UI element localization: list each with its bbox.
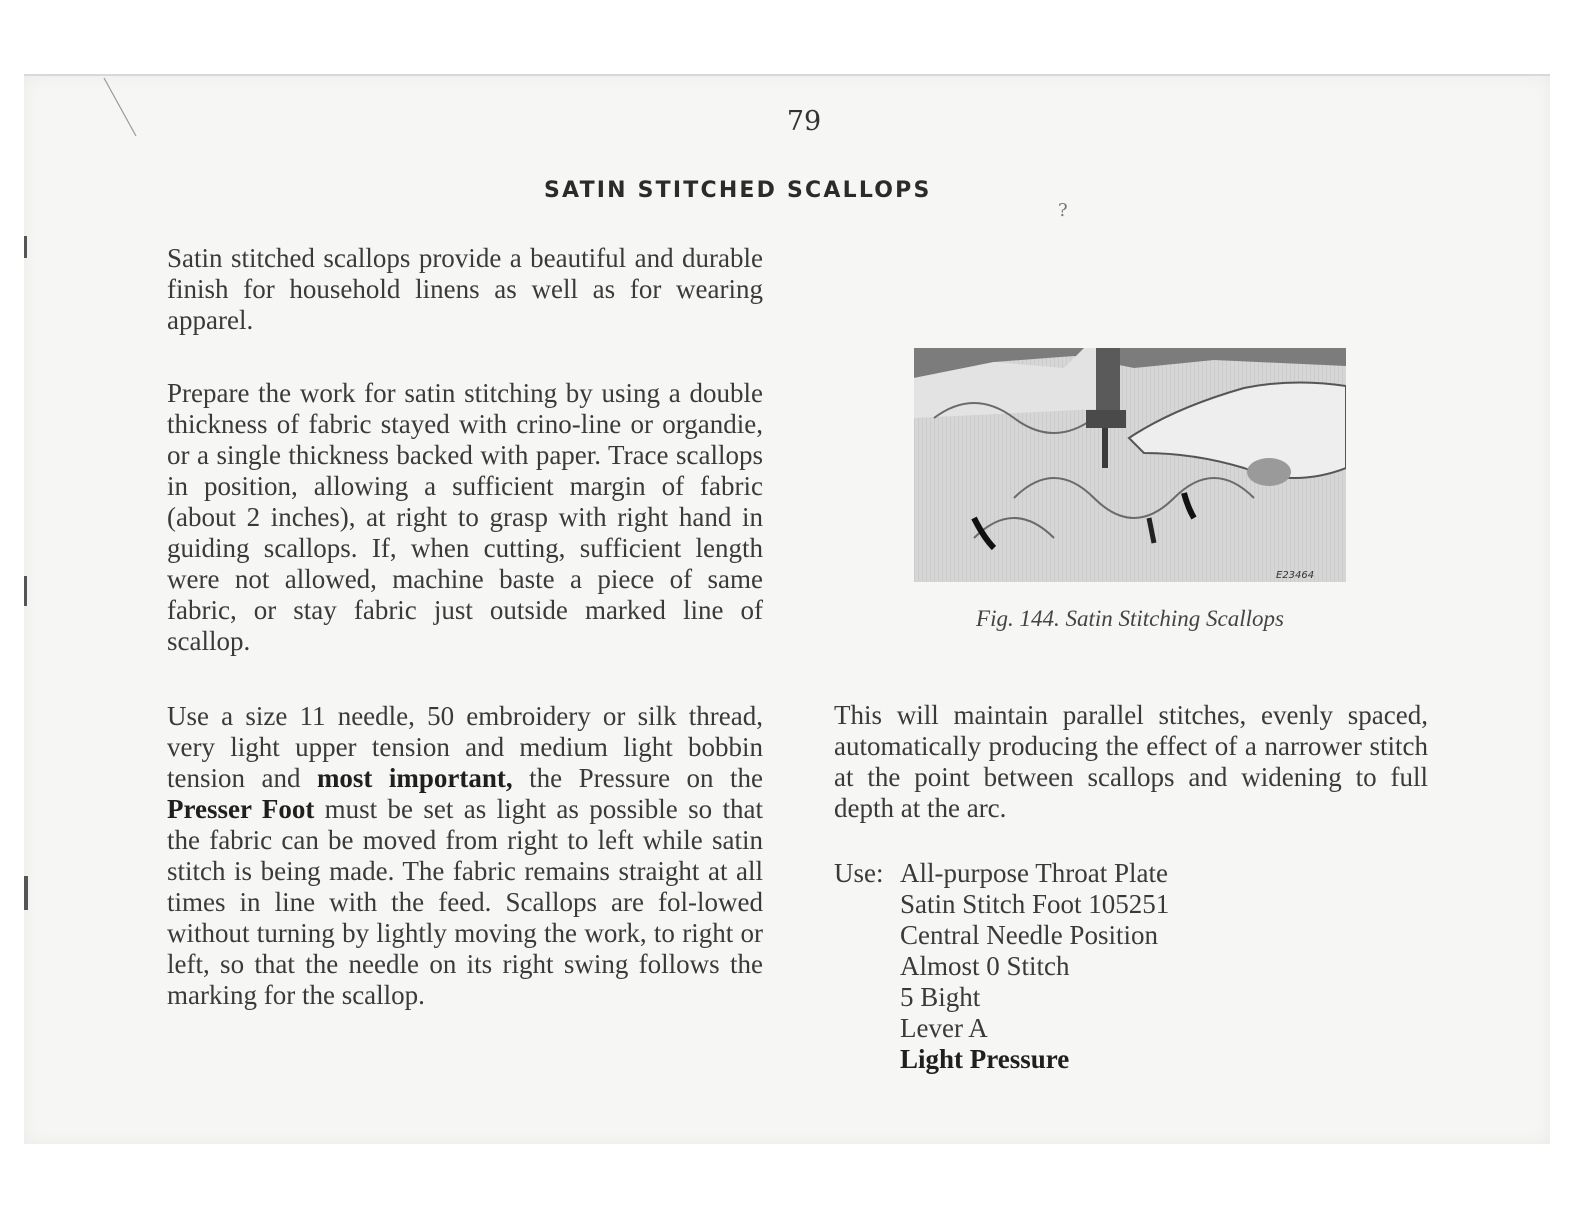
binding-mark [24, 876, 28, 910]
binding-mark [24, 576, 27, 606]
prepare-paragraph: Prepare the work for satin stitching by using a double thickness of fabric stayed with crino-line or organdie, or a single thickness backed with paper. Trace scallops in position, allowing a sufficient margin of fabric (about 2 inches), at right to grasp with right hand in guiding scallops. If, when cutting, sufficient length were not allowed, machine baste a piece of same fabric, or stay fabric just outside marked line of scallop. [167, 378, 763, 656]
needle-text-2: the Pressure on the [512, 763, 764, 793]
list-item: Lever A [900, 1013, 988, 1043]
sewing-machine-scallops-photo-icon [914, 348, 1346, 582]
list-item: Almost 0 Stitch [900, 951, 1070, 981]
list-item: 5 Bight [900, 982, 981, 1012]
intro-paragraph: Satin stitched scallops provide a beautiful and durable finish for household linens as well as for wearing apparel. [167, 243, 763, 335]
list-item: Satin Stitch Foot 105251 [900, 889, 1170, 919]
stray-mark: ? [1058, 200, 1068, 221]
page-title: SATIN STITCHED SCALLOPS [544, 178, 932, 203]
presser-foot-bold: Presser Foot [167, 794, 315, 824]
binding-mark [24, 236, 27, 258]
left-column [167, 243, 763, 1011]
use-items [900, 858, 1169, 1075]
most-important-bold: most important, [316, 763, 513, 793]
list-item-bold: Light Pressure [900, 1044, 1070, 1074]
list-item: Central Needle Position [900, 920, 1158, 950]
manual-page [24, 74, 1550, 1144]
figure-code: E23464 [1276, 570, 1315, 581]
figure-photo [914, 348, 1346, 582]
needle-text-3: must be set as light as possible so that the fabric can be moved from right to left while satin stitch is being made. The fabric remains straight at all times in line with the feed. Scallops are fol-lowed without turning by lightly moving the work, to right or left, so that the needle on its right swing follows the marking for the scallop. [167, 794, 763, 1010]
needle-paragraph [167, 701, 763, 1011]
figure-caption: Fig. 144. Satin Stitching Scallops [976, 606, 1284, 631]
parallel-stitches-paragraph: This will maintain parallel stitches, evenly spaced, automatically producing the effect of a narrower stitch at the point between scallops and widening to full depth at the arc. [834, 700, 1428, 823]
list-item: All-purpose Throat Plate [900, 858, 1168, 888]
page-crease-mark [24, 76, 184, 166]
needle-text-1: Use a size 11 needle, 50 embroidery or silk thread, very light upper tension and medium light bobbin tension and [167, 701, 763, 793]
right-column [834, 700, 1428, 824]
page-number: 79 [786, 106, 822, 137]
use-label: Use: [834, 858, 884, 888]
